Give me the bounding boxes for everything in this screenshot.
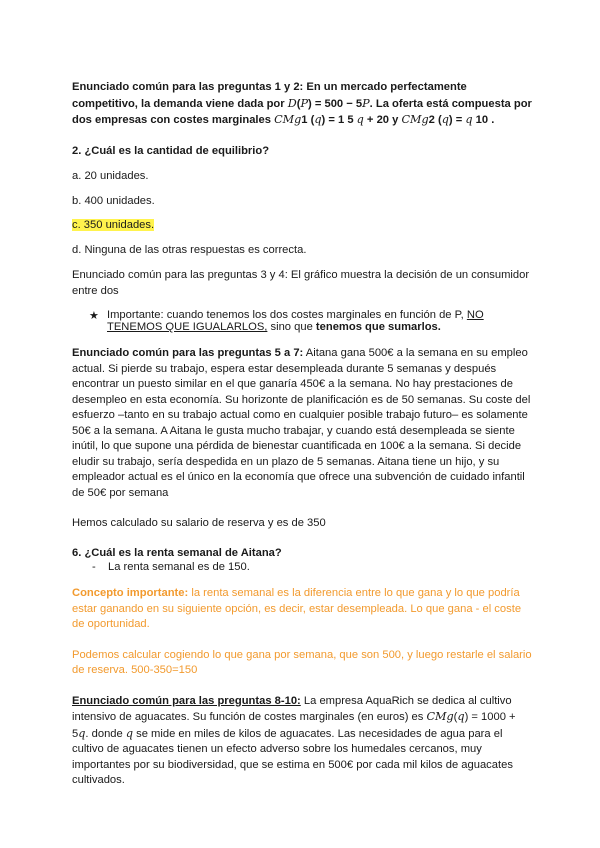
question-6: 6. ¿Cuál es la renta semanal de Aitana? [72, 546, 282, 559]
option-b: b. 400 unidades. [72, 194, 155, 207]
star-icon: ★ [89, 310, 100, 322]
cmg-symbol: CMg [401, 113, 429, 126]
intro-q1-2: Enunciado común para las preguntas 1 y 2: En un mercado perfectamente competitivo, la demanda viene dada por D(P) = 500 − 5P. La oferta está compuesta por dos empresas con costes marginales CMg1 (q) = 1 5 q + 20 y CMg2 (q) = q 10 . [72, 81, 532, 126]
option-a: a. 20 unidades. [72, 170, 149, 182]
document-page [72, 80, 532, 789]
quantity-symbol: q [125, 726, 134, 740]
answer-list [72, 561, 532, 573]
cmg1-tail: + 20 y [363, 114, 402, 126]
intro-q8-10 [72, 694, 532, 789]
intro-q8-10-text: se mide en miles de kilos de aguacates. Las necesidades de agua para el cultivo de aguacates tienen un efecto adverso sobre los humedales cercanos, muy importantes por su biodiversidad, que se estima en 500€ por cada mil kilos de aguacates cultivados. [72, 727, 513, 786]
quantity-symbol: q [457, 710, 465, 723]
reserve-wage-note: Hemos calculado su salario de reserva y es de 350 [72, 517, 326, 529]
intro-q5-7 [72, 346, 532, 501]
quantity-symbol: q [465, 113, 473, 126]
quantity-symbol: q [314, 113, 322, 126]
intro-q8-10-title: Enunciado común para las preguntas 8-10: [72, 694, 301, 707]
price-symbol: P [300, 96, 308, 110]
cmg1-formula: ) = 1 5 [321, 114, 357, 126]
cmg-symbol: CMg [274, 113, 302, 126]
concept-label: Concepto importante: [72, 587, 189, 599]
concept-text: la renta semanal es la diferencia entre lo que gana y lo que podría estar ganando en su siguiente opción, es decir, estar desempleada. Lo que gana - el coste de oportunidad. [72, 587, 522, 630]
dash-bullet: - [92, 561, 96, 573]
important-note-list [72, 309, 532, 333]
supply-lead: . La oferta está compuesta por dos empresas con costes marginales [72, 97, 532, 126]
note-lead: Importante: cuando tenemos los dos costes marginales en función de P, [107, 309, 467, 321]
option-d: d. Ninguna de las otras respuestas es correcta. [72, 243, 307, 256]
answer-6-text: La renta semanal es de 150. [108, 561, 250, 573]
note-mid: sino que [267, 321, 316, 333]
intro-q8-10-lead: La empresa AquaRich se dedica al cultivo intensivo de aguacates. Su función de costes marginales (en euros) es [72, 694, 512, 723]
intro-q1-2-lead: Enunciado común para las preguntas 1 y 2: En un mercado perfectamente competitivo, la demanda viene dada por [72, 81, 467, 110]
demand-formula: = 500 − 5 [311, 97, 363, 110]
calculation-note: Podemos calcular cogiendo lo que gana por semana, que son 500, y luego restarle el salario de reserva. 500-350=150 [72, 648, 532, 676]
option-c-highlight: c. 350 unidades. [72, 219, 155, 231]
note-underlined: NO TENEMOS QUE IGUALARLOS, [107, 309, 484, 333]
quantity-symbol: q [356, 113, 364, 126]
question-2: 2. ¿Cuál es la cantidad de equilibrio? [72, 144, 270, 157]
cmg2-tail: 10 . [472, 114, 495, 126]
cmg1-index: 1 ( [301, 114, 315, 126]
quantity-symbol: q [78, 726, 86, 740]
cmg2-formula: ) = [448, 114, 466, 126]
important-concept [72, 586, 532, 633]
intro-q5-7-title: Enunciado común para las preguntas 5 a 7: [72, 347, 304, 359]
paren-open: ( [453, 711, 458, 723]
quantity-symbol: q [441, 113, 449, 126]
option-c-correct [72, 218, 532, 234]
cmg-symbol: CMg [426, 710, 454, 723]
cmg2-index: 2 ( [428, 114, 442, 126]
intro-q3-4: Enunciado común para las preguntas 3 y 4: El gráfico muestra la decisión de un consumidor entre dos [72, 269, 530, 297]
intro-q5-7-text: Aitana gana 500€ a la semana en su empleo actual. Si pierde su trabajo, espera estar desempleada durante 5 semanas y después encontrar un puesto similar en el que ganaría 450€ a la semana. No hay prestaciones de desempleo en esta economía. Su horizonte de planificación es de 50 semanas. Su coste del esfuerzo –tanto en su trabajo actual como en cualquier posible trabajo futuro– es solamente 50€ a la semana. A Aitana le gusta mucho trabajar, y cuando está desempleada se siente inútil, lo que supone una pérdida de bienestar cuantificada en 100€ a la semana. Si decide eludir su trabajo, sería despedida en un plazo de 5 semanas. Aitana tiene un hijo, y su empleador actual es el único en la economía que ofrece una subvención de cuidado infantil de 50€ por semana [72, 347, 531, 499]
period: . [85, 727, 89, 740]
donde-word: donde [88, 727, 126, 740]
answer-6 [72, 561, 532, 573]
cmg-formula: ) = 1000 + 5 [72, 711, 516, 740]
demand-symbol: D [287, 96, 297, 110]
important-note [72, 309, 532, 333]
note-bold: tenemos que sumarlos. [315, 321, 441, 333]
price-symbol: P [362, 96, 370, 110]
